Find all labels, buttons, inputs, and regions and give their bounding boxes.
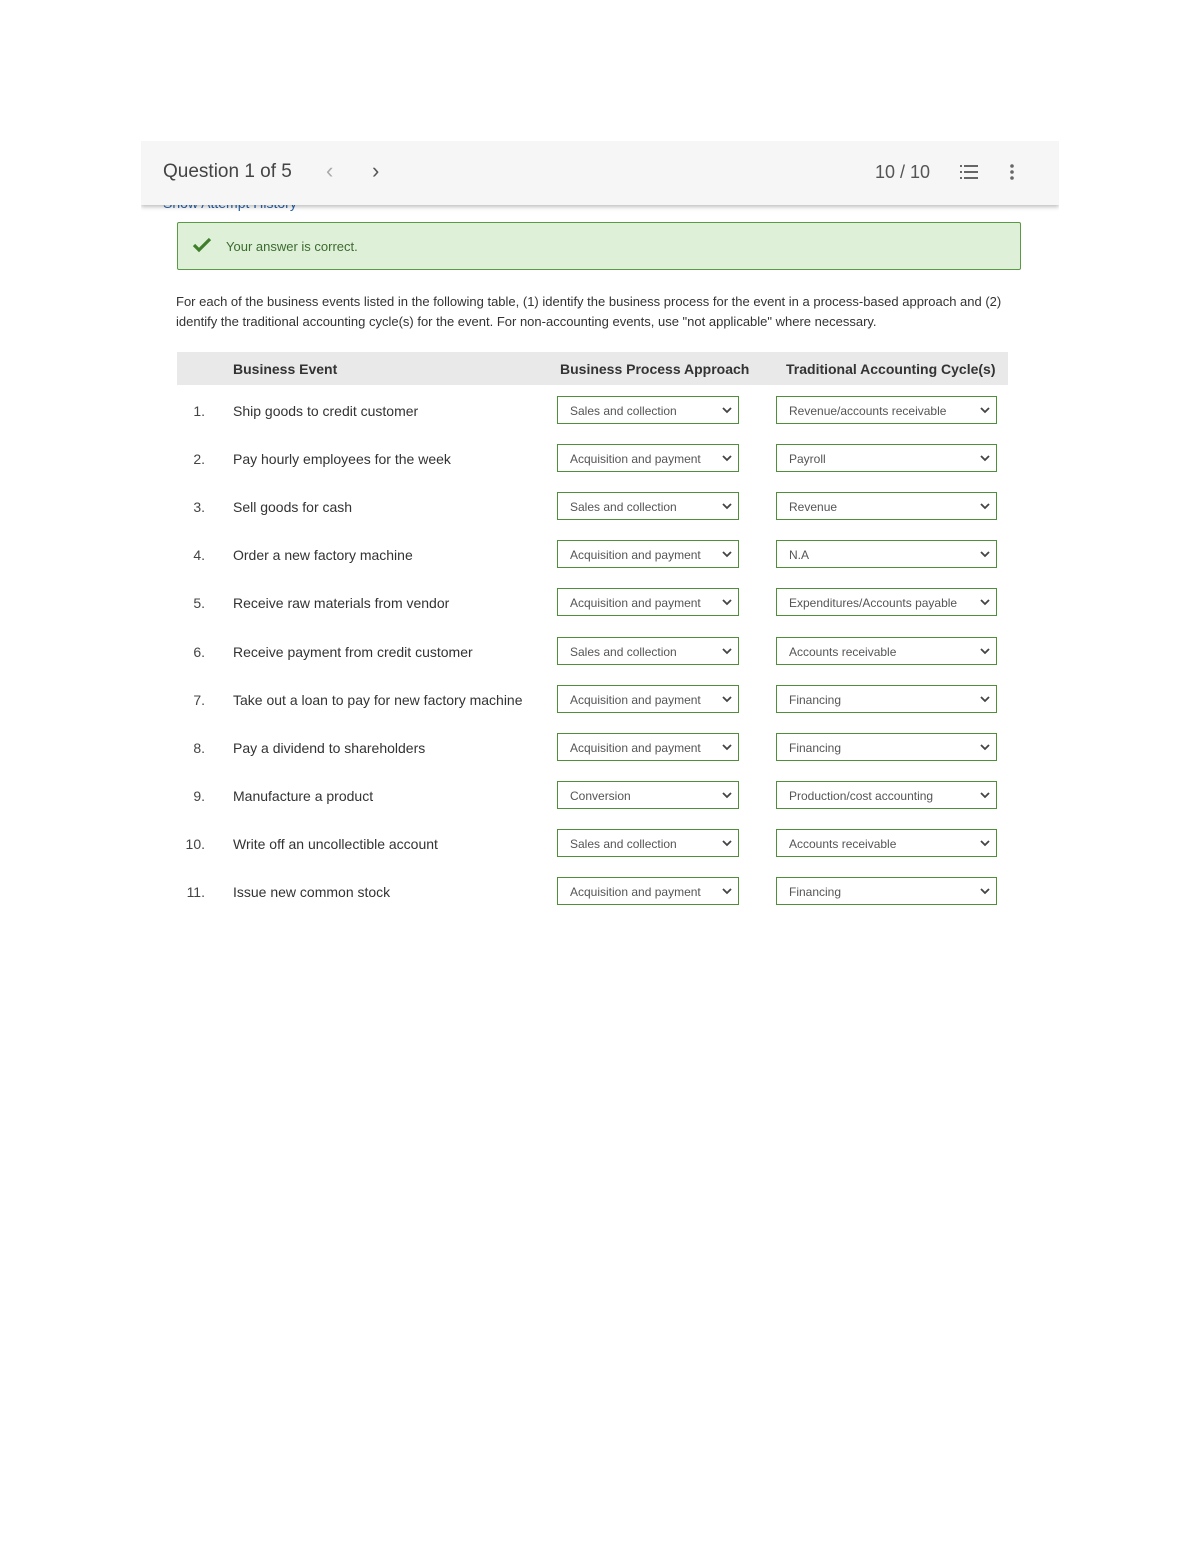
- business-process-select[interactable]: [557, 829, 739, 857]
- business-event: Sell goods for cash: [233, 499, 353, 515]
- accounting-cycle-select[interactable]: [776, 781, 997, 809]
- selected-value: Sales and collection: [570, 645, 677, 659]
- table-row: [141, 588, 1059, 618]
- business-event: Take out a loan to pay for new factory machine: [233, 692, 523, 708]
- chevron-left-icon[interactable]: ‹: [326, 158, 334, 183]
- selected-value: Financing: [789, 741, 842, 755]
- selected-value: Acquisition and payment: [570, 548, 701, 562]
- row-number: 6.: [193, 644, 205, 660]
- table-row: [141, 540, 1059, 570]
- selected-value: N.A: [789, 548, 810, 562]
- business-event: Receive payment from credit customer: [233, 644, 473, 660]
- chevron-down-icon: [722, 695, 732, 703]
- question-panel: [141, 141, 1059, 917]
- chevron-down-icon: [722, 502, 732, 510]
- business-event: Receive raw materials from vendor: [233, 595, 450, 611]
- business-event: Pay hourly employees for the week: [233, 451, 451, 467]
- table-row: [141, 637, 1059, 667]
- chevron-down-icon: [980, 695, 990, 703]
- table-row: [141, 733, 1059, 763]
- row-number: 4.: [193, 547, 205, 563]
- business-process-select[interactable]: [557, 492, 739, 520]
- check-icon: [192, 236, 212, 254]
- row-number: 11.: [186, 884, 205, 900]
- selected-value: Accounts receivable: [789, 645, 897, 659]
- accounting-cycle-select[interactable]: [776, 877, 997, 905]
- business-process-select[interactable]: [557, 685, 739, 713]
- accounting-cycle-select[interactable]: [776, 637, 997, 665]
- table-row: [141, 396, 1059, 426]
- chevron-right-icon[interactable]: ›: [372, 158, 380, 183]
- accounting-cycle-select[interactable]: [776, 733, 997, 761]
- header-business-process: Business Process Approach: [560, 361, 750, 377]
- selected-value: Acquisition and payment: [570, 885, 701, 899]
- instructions: For each of the business events listed in the following table, (1) identify the business process for the event in a process-based approach and (2) identify the traditional accounting cycle(s) for the event. For non-accounting events, use "not applicable" where necessary.: [176, 294, 1002, 329]
- accounting-cycle-select[interactable]: [776, 829, 997, 857]
- selected-value: Production/cost accounting: [789, 789, 934, 803]
- header-business-event: Business Event: [233, 361, 338, 377]
- selected-value: Revenue/accounts receivable: [789, 404, 947, 418]
- more-vertical-icon[interactable]: [1007, 163, 1017, 181]
- chevron-down-icon: [980, 839, 990, 847]
- chevron-down-icon: [980, 743, 990, 751]
- selected-value: Acquisition and payment: [570, 452, 701, 466]
- table-row: [141, 781, 1059, 811]
- table-row: [141, 685, 1059, 715]
- table-header: [177, 352, 1008, 385]
- selected-value: Acquisition and payment: [570, 596, 701, 610]
- chevron-down-icon: [722, 887, 732, 895]
- business-process-select[interactable]: [557, 637, 739, 665]
- selected-value: Financing: [789, 693, 842, 707]
- chevron-down-icon: [722, 743, 732, 751]
- accounting-cycle-select[interactable]: [776, 685, 997, 713]
- business-process-select[interactable]: [557, 396, 739, 424]
- accounting-cycle-select[interactable]: [776, 492, 997, 520]
- header-accounting-cycle: Traditional Accounting Cycle(s): [786, 361, 996, 377]
- selected-value: Accounts receivable: [789, 837, 897, 851]
- business-event: Order a new factory machine: [233, 547, 413, 563]
- chevron-down-icon: [722, 454, 732, 462]
- table-row: [141, 492, 1059, 522]
- table-row: [141, 829, 1059, 859]
- feedback-banner: [177, 222, 1021, 270]
- chevron-down-icon: [722, 839, 732, 847]
- selected-value: Acquisition and payment: [570, 741, 701, 755]
- business-process-select[interactable]: [557, 733, 739, 761]
- selected-value: Payroll: [789, 452, 826, 466]
- chevron-down-icon: [980, 454, 990, 462]
- selected-value: Revenue: [789, 500, 838, 514]
- chevron-down-icon: [722, 550, 732, 558]
- chevron-down-icon: [980, 791, 990, 799]
- chevron-down-icon: [722, 791, 732, 799]
- feedback-text: Your answer is correct.: [226, 239, 358, 254]
- question-title: Question 1 of 5: [163, 161, 292, 182]
- row-number: 2.: [193, 451, 205, 467]
- chevron-down-icon: [980, 598, 990, 606]
- chevron-down-icon: [722, 406, 732, 414]
- business-event: Pay a dividend to shareholders: [233, 740, 426, 756]
- chevron-down-icon: [980, 550, 990, 558]
- selected-value: Expenditures/Accounts payable: [789, 596, 958, 610]
- chevron-down-icon: [980, 502, 990, 510]
- table-row: [141, 444, 1059, 474]
- list-icon[interactable]: [960, 163, 978, 181]
- accounting-cycle-select[interactable]: [776, 444, 997, 472]
- row-number: 1.: [193, 403, 205, 419]
- business-process-select[interactable]: [557, 444, 739, 472]
- selected-value: Sales and collection: [570, 500, 677, 514]
- chevron-down-icon: [980, 887, 990, 895]
- selected-value: Sales and collection: [570, 837, 677, 851]
- selected-value: Conversion: [570, 789, 631, 803]
- business-event: Manufacture a product: [233, 788, 374, 804]
- selected-value: Sales and collection: [570, 404, 677, 418]
- chevron-down-icon: [980, 406, 990, 414]
- row-number: 9.: [193, 788, 205, 804]
- row-number: 7.: [193, 692, 205, 708]
- table-row: [141, 877, 1059, 907]
- accounting-cycle-select[interactable]: [776, 540, 997, 568]
- row-number: 10.: [185, 836, 205, 852]
- accounting-cycle-select[interactable]: [776, 588, 997, 616]
- accounting-cycle-select[interactable]: [776, 396, 997, 424]
- selected-value: Acquisition and payment: [570, 693, 701, 707]
- business-process-select[interactable]: [557, 540, 739, 568]
- row-number: 3.: [193, 499, 205, 515]
- question-header: [141, 141, 1059, 205]
- business-process-select[interactable]: [557, 781, 739, 809]
- business-event: Write off an uncollectible account: [233, 836, 438, 852]
- business-event: Issue new common stock: [233, 884, 391, 900]
- chevron-down-icon: [722, 647, 732, 655]
- row-number: 8.: [193, 740, 205, 756]
- score-label: 10 / 10: [875, 162, 931, 182]
- selected-value: Financing: [789, 885, 842, 899]
- chevron-down-icon: [980, 647, 990, 655]
- business-event: Ship goods to credit customer: [233, 403, 419, 419]
- row-number: 5.: [193, 595, 205, 611]
- chevron-down-icon: [722, 598, 732, 606]
- business-process-select[interactable]: [557, 588, 739, 616]
- business-process-select[interactable]: [557, 877, 739, 905]
